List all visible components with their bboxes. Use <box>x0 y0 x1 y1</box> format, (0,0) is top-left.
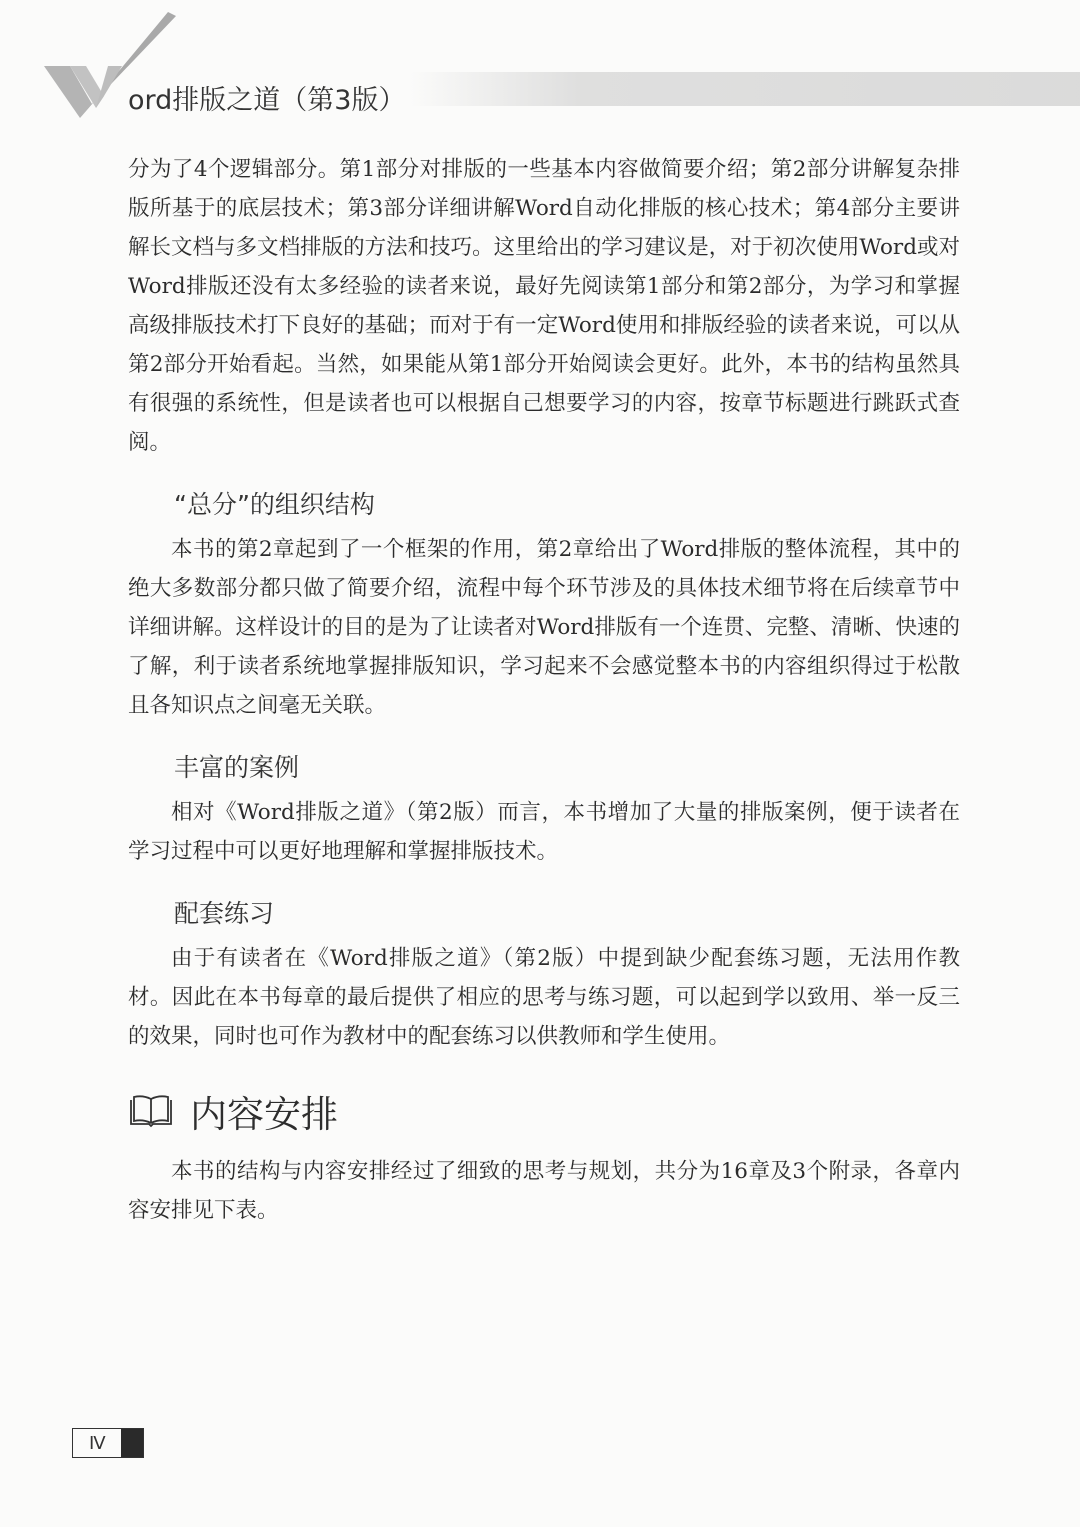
paragraph-content-arrangement: 本书的结构与内容安排经过了细致的思考与规划，共分为16章及3个附录，各章内容安排见下表。 <box>128 1159 960 1223</box>
page-number-box <box>72 1428 144 1458</box>
paragraph-exercises: 由于有读者在《Word排版之道》（第2版）中提到缺少配套练习题，无法用作教材。因此在本书每章的最后提供了相应的思考与练习题，可以起到学以致用、举一反三的效果，同时也可作为教材中的配套练习以供教师和学生使用。 <box>128 946 960 1049</box>
page-number: Ⅳ <box>89 1432 106 1454</box>
page-content <box>128 150 960 1230</box>
open-book-icon <box>128 1094 174 1128</box>
section-heading <box>128 1078 960 1144</box>
subheading-cases: 丰富的案例 <box>174 753 300 782</box>
paragraph-cases: 相对《Word排版之道》（第2版）而言，本书增加了大量的排版案例，便于读者在学习过程中可以更好地理解和掌握排版技术。 <box>128 800 960 864</box>
page-header <box>0 0 1080 130</box>
section-title: 内容安排 <box>190 1093 338 1136</box>
paragraph-zongfen: 本书的第2章起到了一个框架的作用，第2章给出了Word排版的整体流程，其中的绝大多数部分都只做了简要介绍，流程中每个环节涉及的具体技术细节将在后续章节中详细讲解。这样设计的目的是为了让读者对Word排版有一个连贯、完整、清晰、快速的了解，利于读者系统地掌握排版知识，学习起来不会感觉整本书的内容组织得过于松散且各知识点之间毫无关联。 <box>128 537 960 718</box>
page-number-block <box>121 1429 143 1457</box>
subheading-zongfen: “总分”的组织结构 <box>174 490 375 519</box>
running-header-title: ord排版之道（第3版） <box>128 85 406 116</box>
subheading-exercises: 配套练习 <box>174 899 275 928</box>
paragraph-structure-intro: 分为了4个逻辑部分。第1部分对排版的一些基本内容做简要介绍；第2部分讲解复杂排版所基于的底层技术；第3部分详细讲解Word自动化排版的核心技术；第4部分主要讲解长文档与多文档排版的方法和技巧。这里给出的学习建议是，对于初次使用Word或对Word排版还没有太多经验的读者来说，最好先阅读第1部分和第2部分，为学习和掌握高级排版技术打下良好的基础；而对于有一定Word使用和排版经验的读者来说，可以从第2部分开始看起。当然，如果能从第1部分开始阅读会更好。此外，本书的结构虽然具有很强的系统性，但是读者也可以根据自己想要学习的内容，按章节标题进行跳跃式查阅。 <box>128 157 960 455</box>
header-gradient-bar <box>410 72 1080 106</box>
